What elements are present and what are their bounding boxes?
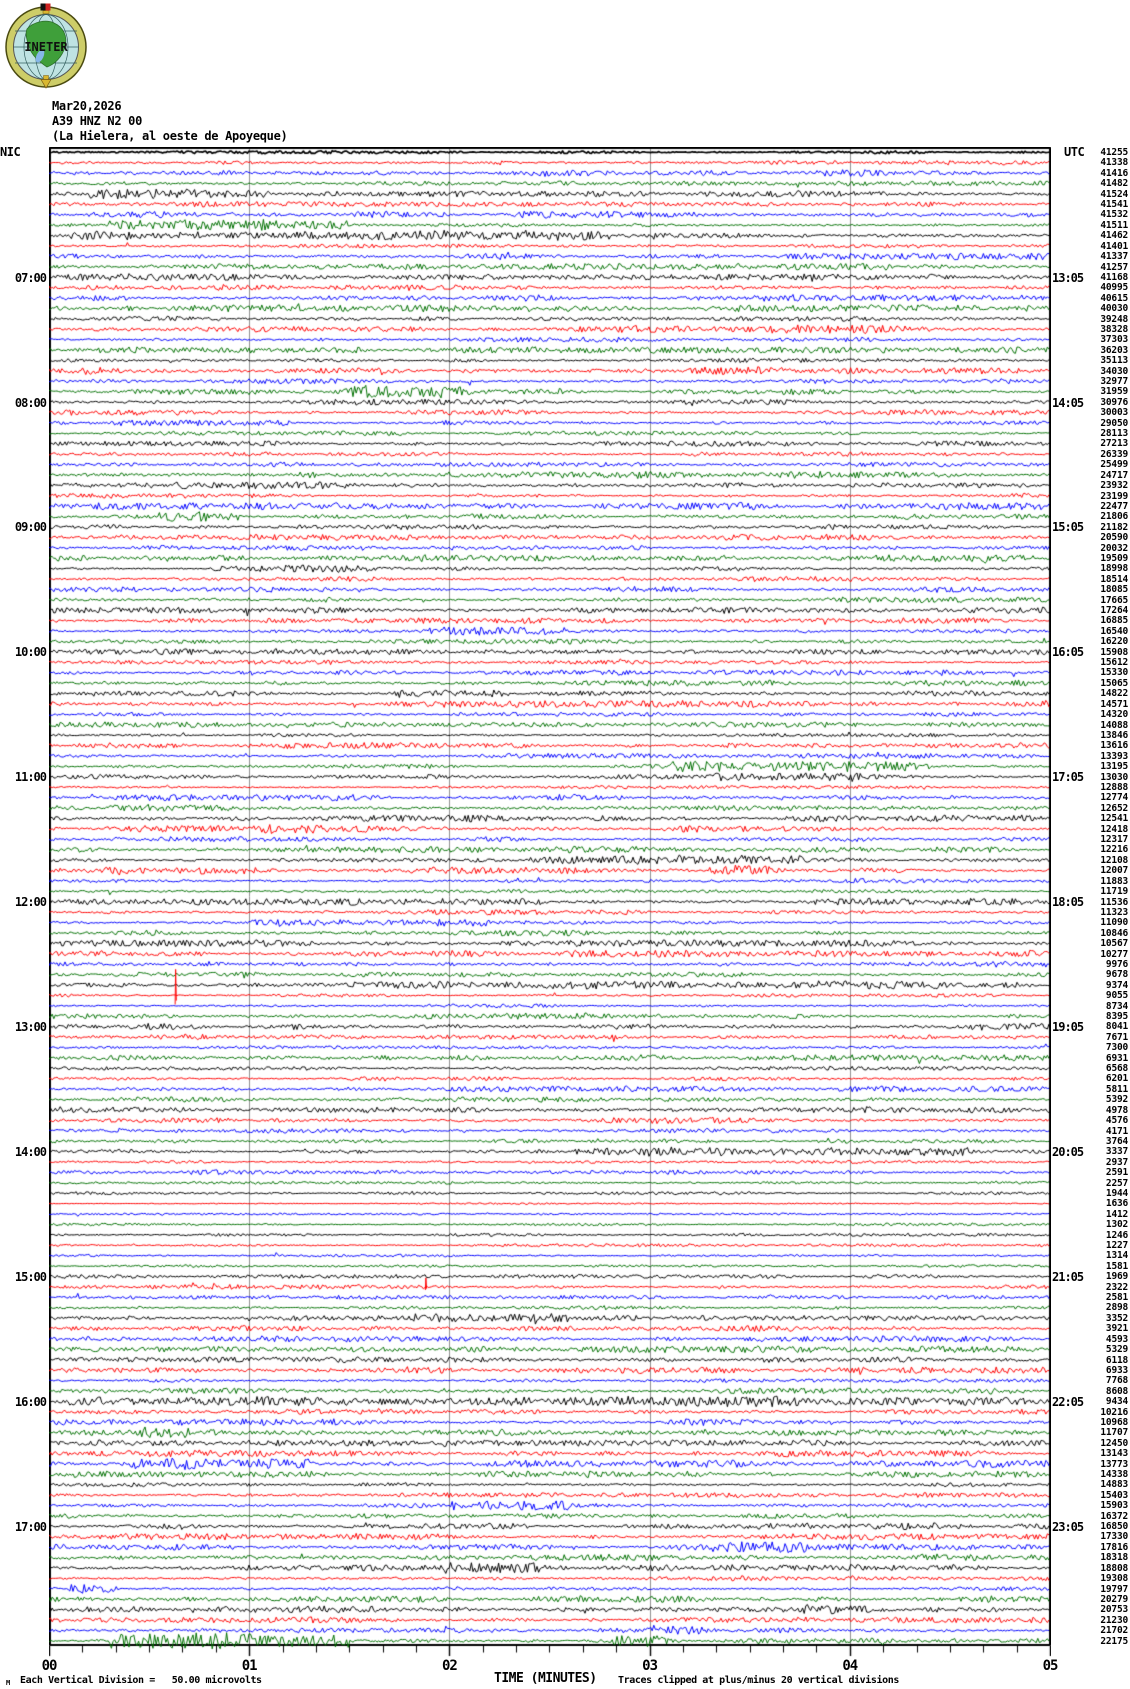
trace-value: 13195: [1100, 761, 1128, 773]
corner-mark: M: [6, 1679, 11, 1687]
trace-value: 4576: [1105, 1115, 1128, 1127]
utc-time-label: 22:05: [1052, 1394, 1084, 1409]
flag-black-half: [41, 4, 46, 11]
trace-value: 41524: [1100, 188, 1128, 200]
trace-value: 20590: [1100, 532, 1128, 544]
trace-value: 1227: [1105, 1240, 1128, 1252]
trace-value: 9678: [1105, 969, 1128, 981]
trace-value: 14883: [1100, 1479, 1128, 1491]
trace-value: 20753: [1100, 1604, 1128, 1616]
trace-value: 2581: [1105, 1292, 1128, 1304]
trace-value: 16885: [1100, 615, 1128, 627]
trace-value: 41511: [1100, 219, 1128, 231]
trace-value: 16540: [1100, 625, 1128, 637]
trace-value: 30976: [1100, 396, 1128, 408]
trace-value: 20032: [1100, 542, 1128, 554]
trace-value: 11323: [1100, 906, 1128, 918]
trace-value: 1246: [1105, 1229, 1128, 1241]
trace-value: 12541: [1100, 813, 1128, 825]
trace-value: 2591: [1105, 1167, 1128, 1179]
utc-time-label: 13:05: [1052, 270, 1084, 285]
flag-base: [43, 11, 49, 14]
trace-value: 1636: [1105, 1198, 1128, 1210]
trace-value: 18998: [1100, 563, 1128, 575]
trace-value: 18318: [1100, 1552, 1128, 1564]
trace-value: 14320: [1100, 709, 1128, 721]
trace-value: 25499: [1100, 459, 1128, 471]
trace-value: 4978: [1105, 1104, 1128, 1116]
trace-value: 40615: [1100, 292, 1128, 304]
local-time-label: 11:00: [14, 770, 46, 785]
trace-value: 31959: [1100, 386, 1128, 398]
trace-value: 8734: [1105, 1000, 1128, 1012]
trace-value: 12652: [1100, 802, 1128, 814]
trace-value: 27213: [1100, 438, 1128, 450]
trace-value: 14088: [1100, 719, 1128, 731]
trace-value: 41541: [1100, 199, 1128, 211]
trace-value: 19797: [1100, 1583, 1128, 1595]
trace-value: 13030: [1100, 771, 1128, 783]
trace-value: 29050: [1100, 417, 1128, 429]
trace-value: 10567: [1100, 938, 1128, 950]
trace-value: 15330: [1100, 667, 1128, 679]
trace-value: 7671: [1105, 1031, 1128, 1043]
trace-value: 17816: [1100, 1541, 1128, 1553]
trace-value: 41255: [1100, 147, 1128, 158]
trace-value: 23932: [1100, 480, 1128, 492]
logo-text: INETER: [24, 40, 68, 54]
trace-value: 9976: [1105, 958, 1128, 970]
trace-value: 5811: [1105, 1083, 1128, 1095]
trace-value: 18808: [1100, 1562, 1128, 1574]
trace-value: 41416: [1100, 167, 1128, 179]
seismogram-plot: [49, 147, 1051, 1659]
trace-value: 16850: [1100, 1521, 1128, 1533]
utc-time-label: 14:05: [1052, 395, 1084, 410]
trace-value: 16220: [1100, 636, 1128, 648]
axis-tick-label: 02: [441, 1658, 457, 1674]
axis-tick-label: 05: [1042, 1658, 1058, 1674]
trace-value: 32977: [1100, 376, 1128, 388]
trace-value: 9374: [1105, 979, 1128, 991]
trace-value: 12418: [1100, 823, 1128, 835]
axis-tick-label: 03: [642, 1658, 658, 1674]
local-time-label: 15:00: [14, 1269, 46, 1284]
trace-value: 3764: [1105, 1135, 1128, 1147]
trace-value: 17665: [1100, 594, 1128, 606]
trace-value: 20279: [1100, 1593, 1128, 1605]
trace-value: 3337: [1105, 1146, 1128, 1158]
trace-value: 3921: [1105, 1323, 1128, 1335]
trace-value: 17264: [1100, 605, 1128, 617]
local-time-label: 10:00: [14, 645, 46, 660]
clip-note: Traces clipped at plus/minus 20 vertical divisions: [618, 1675, 900, 1686]
trace-value: 22477: [1100, 500, 1128, 512]
trace-value: 14822: [1100, 688, 1128, 700]
trace-value: 18514: [1100, 573, 1128, 585]
left-axis-label: NIC: [0, 145, 21, 159]
trace-value: 10846: [1100, 927, 1128, 939]
utc-time-label: 16:05: [1052, 645, 1084, 660]
trace-value: 1969: [1105, 1271, 1128, 1283]
trace-value: 21182: [1100, 521, 1128, 533]
axis-tick-label: 04: [842, 1658, 858, 1674]
trace-value: 34030: [1100, 365, 1128, 377]
trace-value: 19308: [1100, 1573, 1128, 1585]
trace-value: 2898: [1105, 1302, 1128, 1314]
trace-value: 13143: [1100, 1448, 1128, 1460]
trace-value: 8395: [1105, 1011, 1128, 1022]
trace-value: 8041: [1105, 1021, 1128, 1033]
local-time-label: 07:00: [14, 270, 46, 285]
trace-value: 11883: [1100, 875, 1128, 887]
trace-value: 41462: [1100, 230, 1128, 242]
trace-value: 11536: [1100, 896, 1128, 908]
trace-value: 41337: [1100, 251, 1128, 263]
trace-value: 28113: [1100, 428, 1128, 440]
trace-value: 41257: [1100, 261, 1128, 273]
trace-value: 22175: [1100, 1635, 1128, 1647]
trace-value: 11090: [1100, 917, 1128, 929]
trace-value: 6118: [1105, 1354, 1128, 1366]
header-date: Mar20,2026: [52, 99, 122, 113]
local-time-label: 17:00: [14, 1519, 46, 1534]
trace-value: 15612: [1100, 657, 1128, 669]
trace-value: 13393: [1100, 750, 1128, 762]
trace-value: 6931: [1105, 1052, 1128, 1064]
axis-tick-label: 00: [41, 1658, 57, 1674]
trace-value: 24717: [1100, 469, 1128, 481]
trace-value: 41401: [1100, 240, 1128, 252]
trace-value: 15908: [1100, 646, 1128, 658]
local-time-label: 12:00: [14, 895, 46, 910]
right-axis-label: UTC: [1064, 145, 1085, 159]
utc-time-label: 23:05: [1052, 1519, 1084, 1534]
trace-value: 10277: [1100, 948, 1128, 960]
trace-value: 26339: [1100, 448, 1128, 460]
local-time-label: 09:00: [14, 520, 46, 535]
trace-value: 5392: [1105, 1094, 1128, 1106]
trace-value: 9055: [1105, 990, 1128, 1002]
trace-value: 3352: [1105, 1312, 1128, 1324]
trace-value: 1944: [1105, 1187, 1128, 1199]
trace-value: 36203: [1100, 344, 1128, 356]
trace-value: 6933: [1105, 1364, 1128, 1376]
plumb-bob-top: [44, 76, 49, 80]
header-station: A39 HNZ N2 00: [52, 114, 143, 128]
trace-value: 41168: [1100, 271, 1128, 283]
trace-value: 14571: [1100, 698, 1128, 710]
trace-value: 4171: [1105, 1125, 1128, 1137]
trace-value: 18085: [1100, 584, 1128, 596]
trace-value: 17330: [1100, 1531, 1128, 1543]
trace-value: 19509: [1100, 552, 1128, 564]
header-location: (La Hielera, al oeste de Apoyeque): [52, 129, 288, 143]
trace-value: 21702: [1100, 1625, 1128, 1637]
trace-value: 1412: [1105, 1208, 1128, 1220]
trace-value: 12450: [1100, 1437, 1128, 1449]
trace-value: 12216: [1100, 844, 1128, 856]
trace-value: 11719: [1100, 886, 1128, 898]
trace-value: 21230: [1100, 1614, 1128, 1626]
trace-value: 15903: [1100, 1500, 1128, 1512]
trace-value: 9434: [1105, 1396, 1128, 1408]
utc-time-label: 19:05: [1052, 1020, 1084, 1035]
trace-value: 12317: [1100, 834, 1128, 846]
utc-time-label: 17:05: [1052, 770, 1084, 785]
trace-value: 41482: [1100, 178, 1128, 190]
trace-value: 14338: [1100, 1469, 1128, 1481]
trace-value: 1581: [1105, 1260, 1128, 1272]
trace-value: 10968: [1100, 1416, 1128, 1428]
trace-value: 23199: [1100, 490, 1128, 502]
trace-value: 7300: [1105, 1042, 1128, 1054]
scale-note: Each Vertical Division = 50.00 microvolts: [20, 1675, 262, 1686]
trace-value: 13773: [1100, 1458, 1128, 1470]
trace-value: 12108: [1100, 854, 1128, 866]
trace-value: 11707: [1100, 1427, 1128, 1439]
ineter-logo: [2, 2, 90, 90]
trace-value: 15065: [1100, 677, 1128, 689]
trace-value: 39248: [1100, 313, 1128, 325]
trace-value: 41338: [1100, 157, 1128, 169]
trace-value: 1302: [1105, 1219, 1128, 1231]
utc-time-label: 18:05: [1052, 895, 1084, 910]
trace-value: 1314: [1105, 1250, 1128, 1262]
trace-value: 40995: [1100, 282, 1128, 294]
trace-value: 13616: [1100, 740, 1128, 752]
trace-value: 8608: [1105, 1385, 1128, 1397]
trace-value: 2937: [1105, 1156, 1128, 1168]
trace-value: 7768: [1105, 1375, 1128, 1387]
axis-tick-label: 01: [241, 1658, 257, 1674]
local-time-label: 13:00: [14, 1020, 46, 1035]
trace-value: 2322: [1105, 1281, 1128, 1293]
utc-time-label: 15:05: [1052, 520, 1084, 535]
trace-value: 16372: [1100, 1510, 1128, 1522]
trace-value: 12007: [1100, 865, 1128, 877]
trace-value: 12888: [1100, 781, 1128, 793]
trace-value: 30003: [1100, 407, 1128, 419]
utc-time-label: 20:05: [1052, 1145, 1084, 1160]
trace-value: 40030: [1100, 303, 1128, 315]
trace-value: 12774: [1100, 792, 1128, 804]
trace-value: 13846: [1100, 729, 1128, 741]
trace-value: 35113: [1100, 355, 1128, 367]
trace-value: 6201: [1105, 1073, 1128, 1085]
local-time-label: 08:00: [14, 395, 46, 410]
trace-value: 6568: [1105, 1063, 1128, 1075]
time-axis-title: TIME (MINUTES): [494, 1671, 597, 1686]
local-time-label: 16:00: [14, 1394, 46, 1409]
trace-value: 5329: [1105, 1344, 1128, 1356]
trace-value: 2257: [1105, 1177, 1128, 1189]
trace-value: 4593: [1105, 1333, 1128, 1345]
trace-value: 41532: [1100, 209, 1128, 221]
trace-value: 38328: [1100, 323, 1128, 335]
trace-value: 37303: [1100, 334, 1128, 346]
flag-red-half: [46, 4, 51, 11]
local-time-label: 14:00: [14, 1145, 46, 1160]
trace-value: 15403: [1100, 1489, 1128, 1501]
trace-value: 10216: [1100, 1406, 1128, 1418]
utc-time-label: 21:05: [1052, 1269, 1084, 1284]
trace-value: 21806: [1100, 511, 1128, 523]
